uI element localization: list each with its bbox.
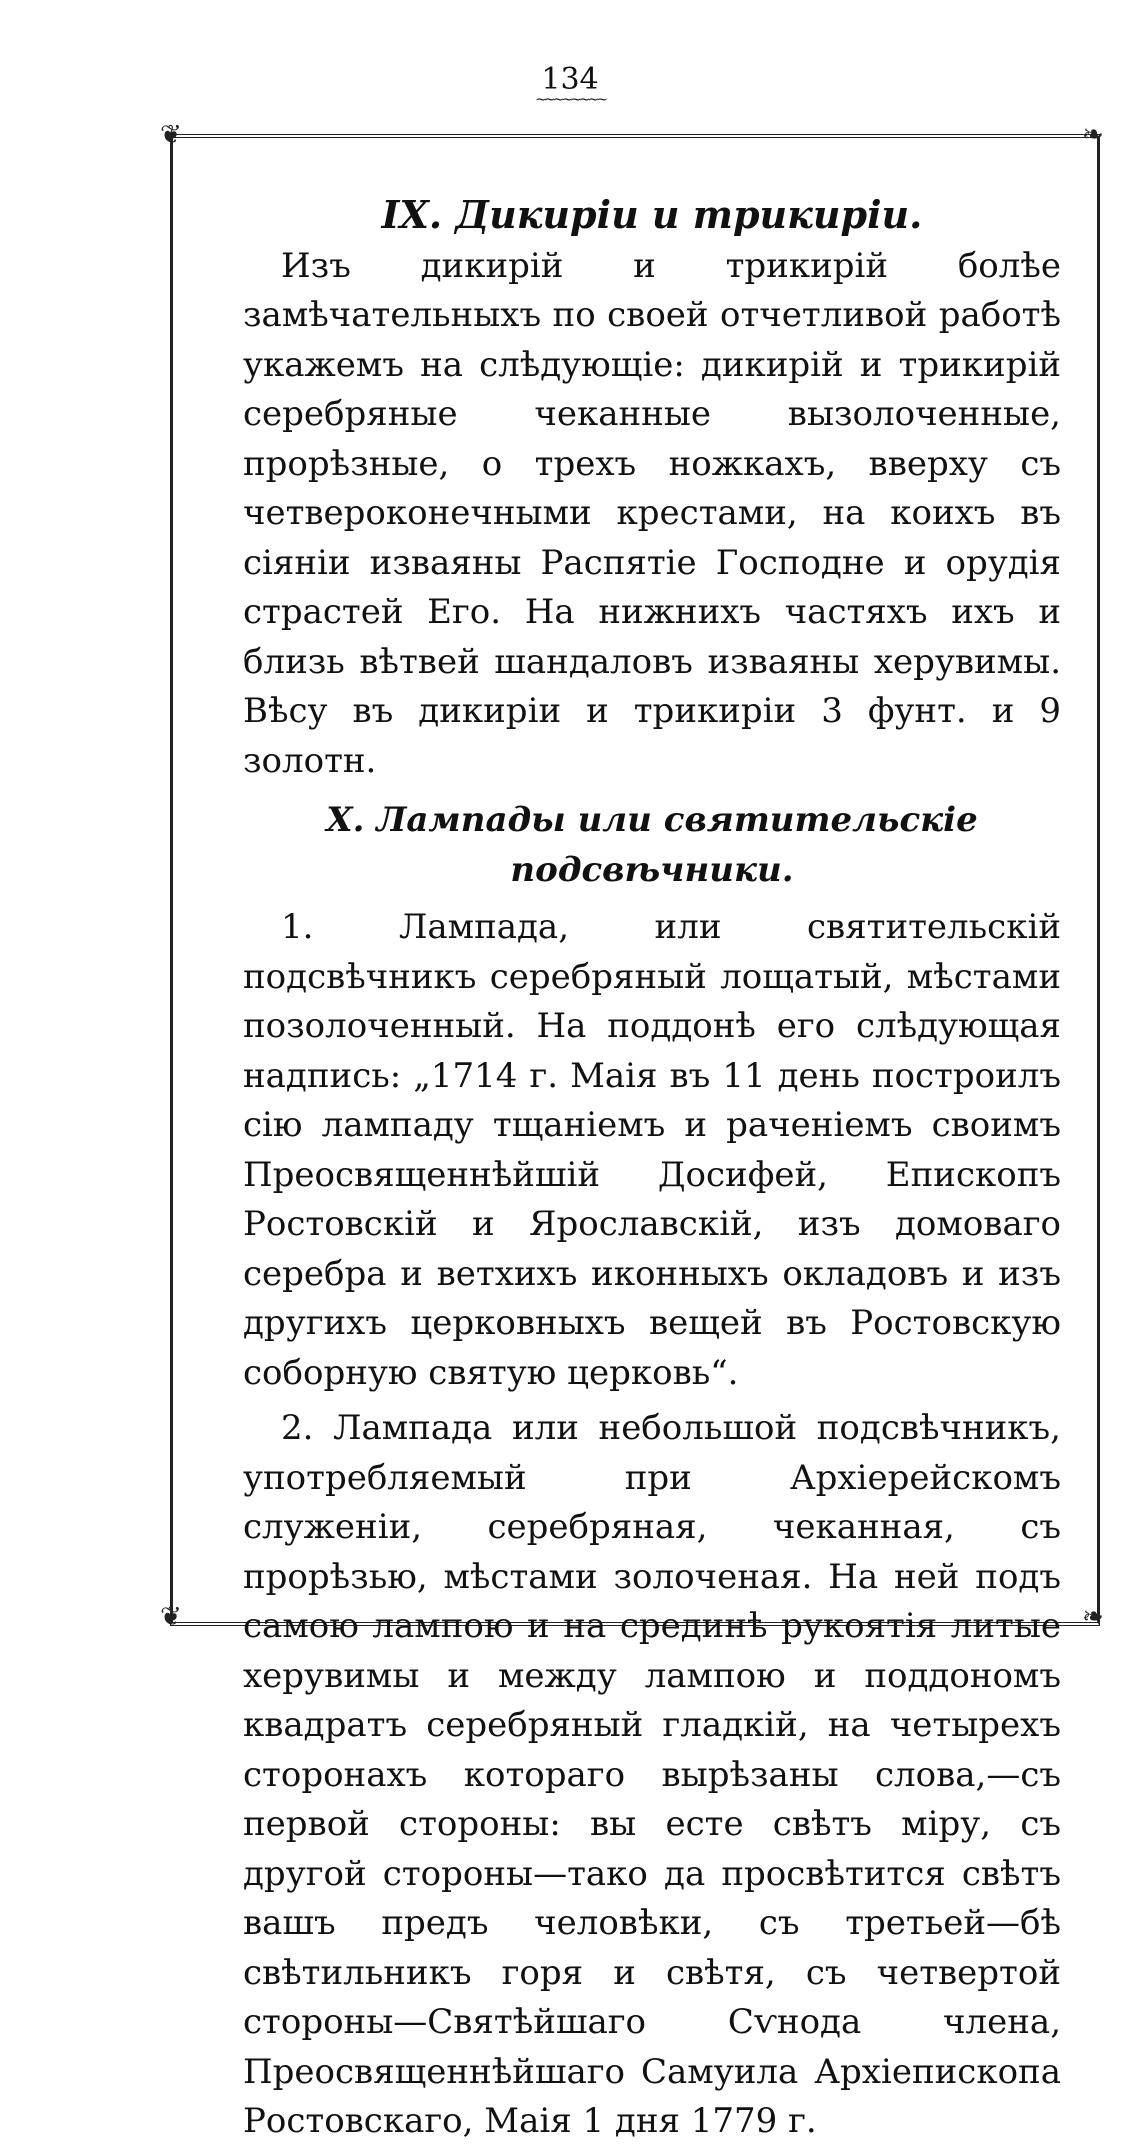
section-heading-x: X. Лампады или святительскіе подсвѣчники.	[326, 800, 978, 890]
corner-ornament-icon: ❦	[160, 1602, 182, 1632]
page-content	[243, 190, 1061, 2153]
corner-ornament-icon: ❧	[1082, 1602, 1104, 1632]
page-number-text: 134	[541, 62, 599, 97]
section-heading-ix: IX. Дикиріи и трикиріи.	[381, 192, 923, 237]
corner-ornament-icon: ❦	[160, 120, 182, 150]
paragraph-dikirii: Изъ дикирій и трикирій болѣе замѣчательныхъ по своей отчетливой работѣ укажемъ на слѣдующіе: дикирій и трикирій серебряные чеканные вызолоченные, прорѣзные, о трехъ ножкахъ, вверху съ четвероконечными крестами, на коихъ въ сіяніи изваяны Распятіе Господне и орудія страстей Его. На нижнихъ частяхъ ихъ и близь вѣтвей шандаловъ изваяны херувимы. Вѣсу въ дикиріи и трикиріи 3 фунт. и 9 золотн.	[243, 245, 1061, 781]
paragraph-lampada-1: 1. Лампада, или святительскій подсвѣчникъ серебряный лощатый, мѣстами позолоченный. На поддонѣ его слѣдующая надпись: „1714 г. Маія въ 11 день построилъ сію лампаду тщаніемъ и раченіемъ своимъ Преосвященнѣйшій Досифей, Епископъ Ростовскій и Ярославскій, изъ домоваго серебра и ветхихъ иконныхъ окладовъ и изъ другихъ церковныхъ вещей въ Ростовскую соборную святую церковь“.	[243, 907, 1061, 1393]
paragraph-lampada-2: 2. Лампада или небольшой подсвѣчникъ, употребляемый при Архіерейскомъ служеніи, серебряная, чеканная, съ прорѣзью, мѣстами золоченая. На ней подъ самою лампою и на срединѣ рукоятія литые херувимы и между лампою и поддономъ квадратъ серебряный гладкій, на четырехъ сторонахъ котораго вырѣзаны слова,—съ первой стороны: вы есте свѣтъ міру, съ другой стороны—тако да просвѣтится свѣтъ вашъ предъ человѣки, съ третьей—бѣ свѣтильникъ горя и свѣтя, съ четвертой стороны—Святѣйшаго Сѵнода члена, Преосвященнѣйшаго Самуила Архіепископа Ростовскаго, Маія 1 дня 1779 г.	[243, 1408, 1061, 2141]
page-number	[0, 62, 1140, 107]
page-number-ornament: ~~~~~~~~	[535, 92, 605, 108]
corner-ornament-icon: ❧	[1082, 120, 1104, 150]
